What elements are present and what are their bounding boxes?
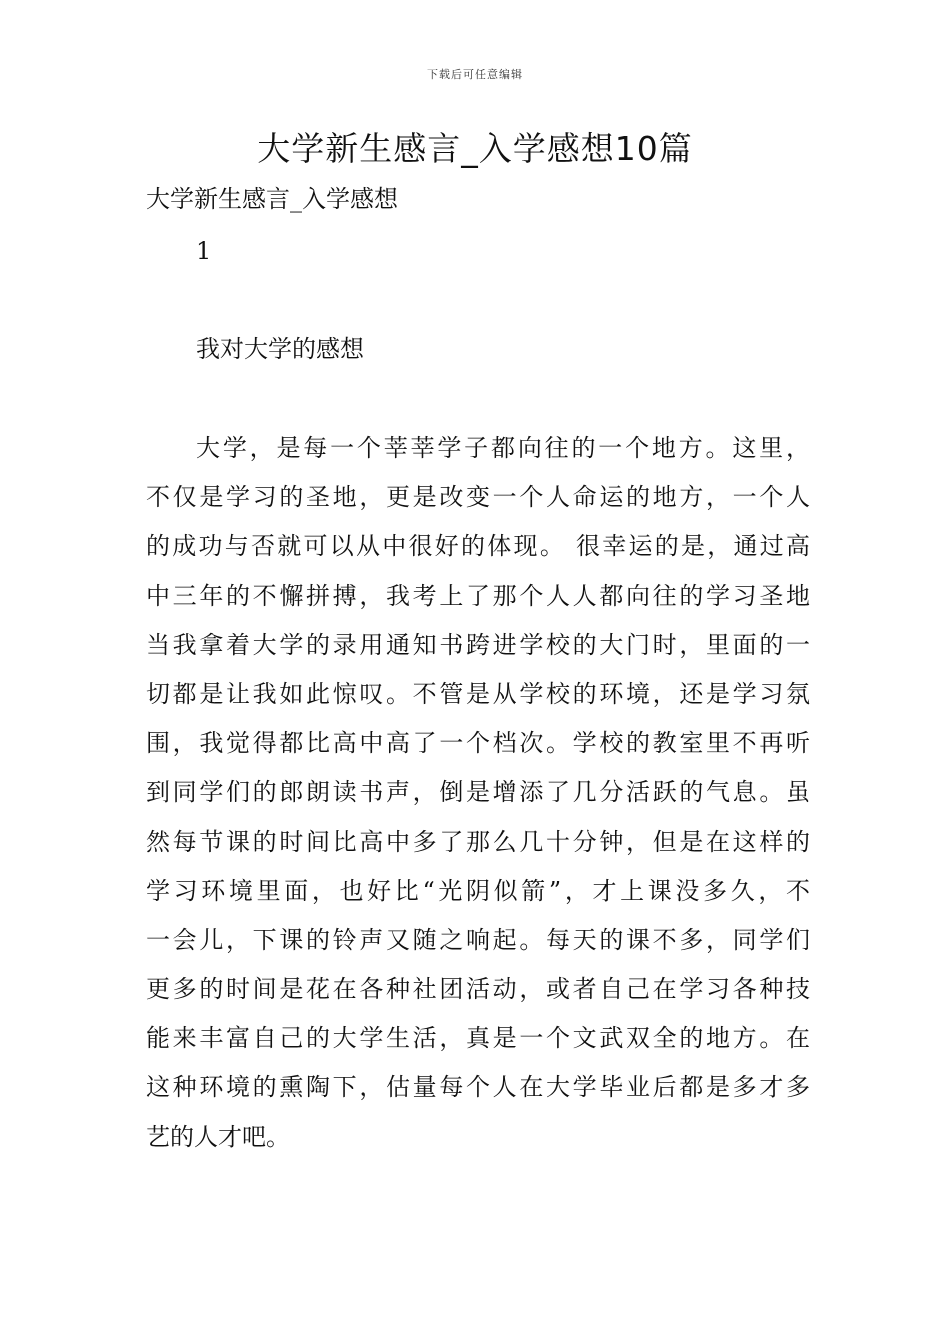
- document-title: 大学新生感言_入学感想10篇: [257, 129, 693, 168]
- paragraph-line: 能来丰富自己的大学生活，真是一个文武双全的地方。在: [146, 1024, 810, 1053]
- paragraph-line: 的成功与否就可以从中很好的体现。 很幸运的是，通过高: [146, 532, 810, 561]
- paragraph-line: 然每节课的时间比高中多了那么几十分钟，但是在这样的: [146, 827, 810, 856]
- section-heading: 我对大学的感想: [196, 335, 364, 363]
- paragraph-line: 不仅是学习的圣地，更是改变一个人命运的地方，一个人: [146, 483, 810, 512]
- paragraph-line: 当我拿着大学的录用通知书跨进学校的大门时，里面的一: [146, 630, 810, 659]
- paragraph-line: 艺的人才吧。: [146, 1122, 290, 1151]
- paragraph-line: 中三年的不懈拼搏，我考上了那个人人都向往的学习圣地: [146, 581, 810, 610]
- paragraph-line: 更多的时间是花在各种社团活动，或者自己在学习各种技: [146, 975, 810, 1004]
- header-note: 下载后可任意编辑: [427, 68, 523, 81]
- paragraph-line: 围，我觉得都比高中高了一个档次。学校的教室里不再听: [146, 729, 810, 758]
- paragraph-line: 这种环境的熏陶下，估量每个人在大学毕业后都是多才多: [146, 1073, 810, 1102]
- section-number: 1: [196, 237, 212, 265]
- paragraph-line: 切都是让我如此惊叹。不管是从学校的环境，还是学习氛: [146, 679, 810, 708]
- body-paragraph: [146, 424, 810, 1162]
- paragraph-line: 到同学们的郎朗读书声，倒是增添了几分活跃的气息。虽: [146, 778, 810, 807]
- paragraph-line: 大学，是每一个莘莘学子都向往的一个地方。这里，: [196, 434, 810, 462]
- paragraph-line: 一会儿，下课的铃声又随之响起。每天的课不多，同学们: [146, 925, 810, 954]
- document-subtitle: 大学新生感言_入学感想: [146, 185, 398, 213]
- paragraph-line: 学习环境里面，也好比“光阴似箭”，才上课没多久，不: [146, 876, 810, 905]
